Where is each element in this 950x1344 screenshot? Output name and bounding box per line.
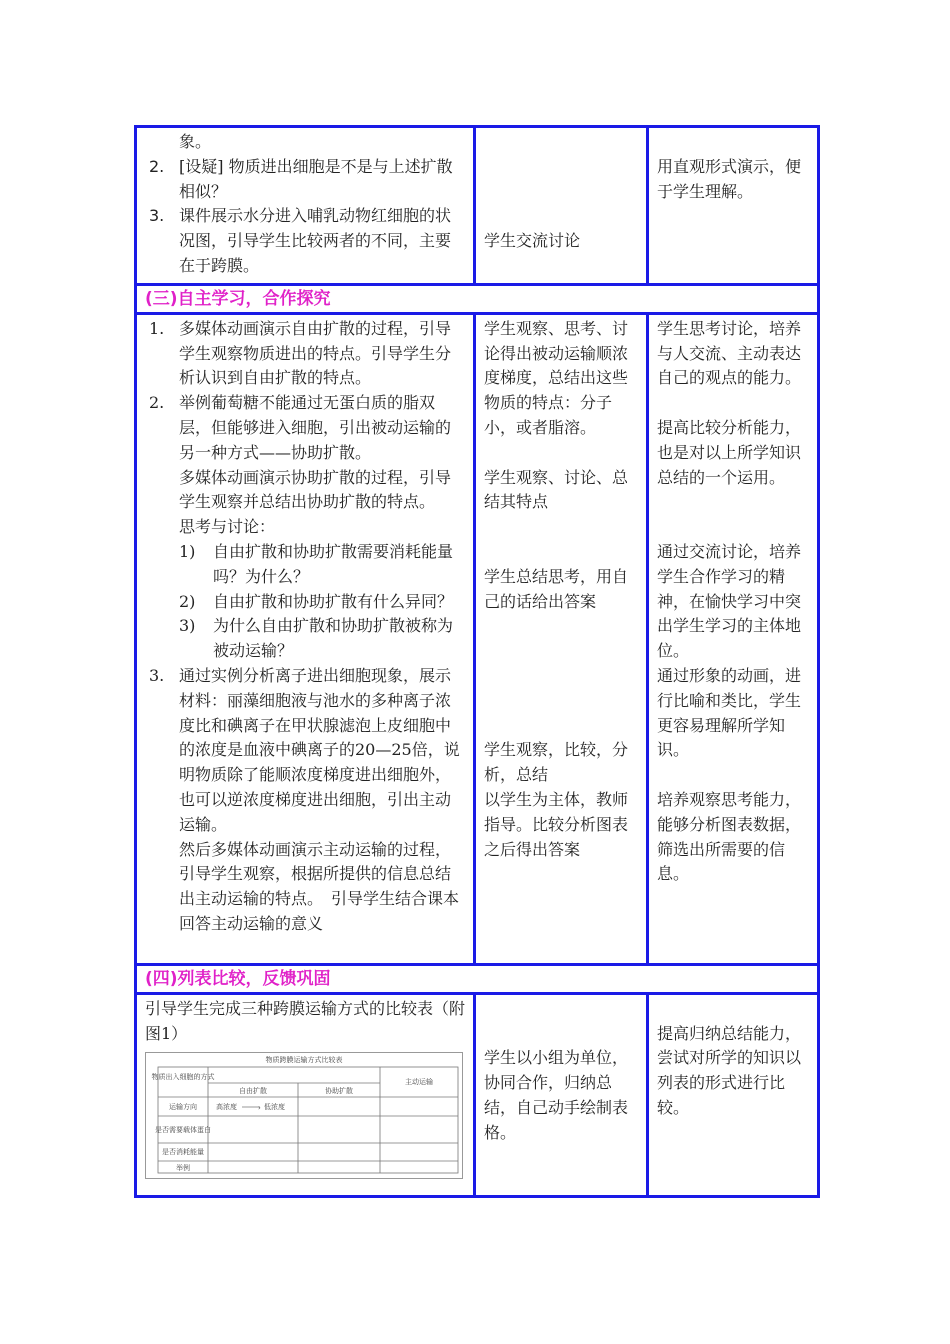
teacher-activity-cell: 象。 2. [设疑] 物质进出细胞是不是与上述扩散相似？ 3. 课件展示水分进入哺乳动物红细胞的状况图，引导学生比较两者的不同，主要在于跨膜。 bbox=[136, 127, 475, 285]
figure-row-header: 是否需要载体蛋白 bbox=[155, 1126, 211, 1135]
section-heading-row bbox=[136, 964, 819, 993]
figure-row-header: 运输方向 bbox=[169, 1103, 197, 1112]
table-row bbox=[136, 993, 819, 1196]
figure-arrow-head: › bbox=[258, 1104, 261, 1113]
figure-row-header: 举例 bbox=[176, 1164, 190, 1173]
figure-row-header: 是否消耗能量 bbox=[162, 1148, 204, 1157]
design-intent-cell: 学生思考讨论，培养与人交流、主动表达自己的观点的能力。 提高比较分析能力，也是对以上所学知识总结的一个运用。 通过交流讨论，培养学生合作学习的精神，在愉快学习中突出学生学习的主体地位。 通过形象的动画，进行比喻和类比，学生更容易理解所学知识。 培养观察思考能力，能够分析图表数据，筛选出所需要的信息。 bbox=[648, 313, 819, 964]
figure-title: 物质跨膜运输方式比较表 bbox=[265, 1056, 343, 1065]
lesson-plan-table bbox=[134, 125, 820, 1198]
section-heading: (四)列表比较，反馈巩固 bbox=[136, 964, 819, 993]
student-activity-cell: 学生观察、思考、讨论得出被动运输顺浓度梯度，总结出这些物质的特点：分子小，或者脂溶。 学生观察、讨论、总结其特点 学生总结思考，用自己的话给出答案 学生观察，比较，分析，总结 以学生为主体，教师指导。比较分析图表之后得出答案 bbox=[475, 313, 648, 964]
teacher-activity-cell: 引导学生完成三种跨膜运输方式的比较表（附图1） 物质跨膜运输方式比较表 物质出入细胞的方式 运输方向 是否需要载体蛋白 是否消耗能量 举例 自由扩散 协助扩散 主动运输 高浓度 › 低浓度 bbox=[136, 993, 475, 1196]
section-heading-row bbox=[136, 284, 819, 313]
figure-direction-to: 低浓度 bbox=[264, 1103, 285, 1112]
design-intent-cell: 用直观形式演示，便于学生理解。 bbox=[648, 127, 819, 285]
teacher-activity-cell: 1. 多媒体动画演示自由扩散的过程，引导学生观察物质进出的特点。引导学生分析认识到自由扩散的特点。 2. 举例葡萄糖不能通过无蛋白质的脂双层，但能够进入细胞，引出被动运输的另一种方式——协助扩散。 多媒体动画演示协助扩散的过程，引导学生观察并总结出协助扩散的特点。 思考与讨论： 1) 自由扩散和协助扩散需要消耗能量吗？为什么？ 2) 自由扩散和协助扩散有什么异同？ 3) 为什么自由扩散和协助扩散被称为被动运输？ 3. 通过实例分析离子进出细胞现象，展示材料：丽藻细胞液与池水的多种离子浓度比和碘离子在甲状腺滤泡上皮细胞中的浓度是血液中碘离子的20—25倍，说明物质除了能顺浓度梯度进出细胞外，也可以逆浓度梯度进出细胞，引出主动运输。 然后多媒体动画演示主动运输的过程，引导学生观察，根据所提供的信息总结出主动运输的特点。 引导学生结合课本回答主动运输的意义 bbox=[136, 313, 475, 964]
design-intent-cell: 提高归纳总结能力，尝试对所学的知识以列表的形式进行比较。 bbox=[648, 993, 819, 1196]
section-heading: (三)自主学习，合作探究 bbox=[136, 284, 819, 313]
figure-col-header: 主动运输 bbox=[405, 1078, 433, 1087]
figure-col-header: 协助扩散 bbox=[325, 1087, 353, 1096]
figure-row-header: 物质出入细胞的方式 bbox=[151, 1073, 215, 1082]
student-activity-cell: 学生交流讨论 bbox=[475, 127, 648, 285]
figure-direction-from: 高浓度 bbox=[216, 1103, 237, 1112]
student-activity-cell: 学生以小组为单位，协同合作，归纳总结，自己动手绘制表格。 bbox=[475, 993, 648, 1196]
figure-col-header: 自由扩散 bbox=[239, 1087, 267, 1096]
table-row bbox=[136, 127, 819, 285]
comparison-table-figure bbox=[145, 1052, 463, 1179]
table-row bbox=[136, 313, 819, 964]
